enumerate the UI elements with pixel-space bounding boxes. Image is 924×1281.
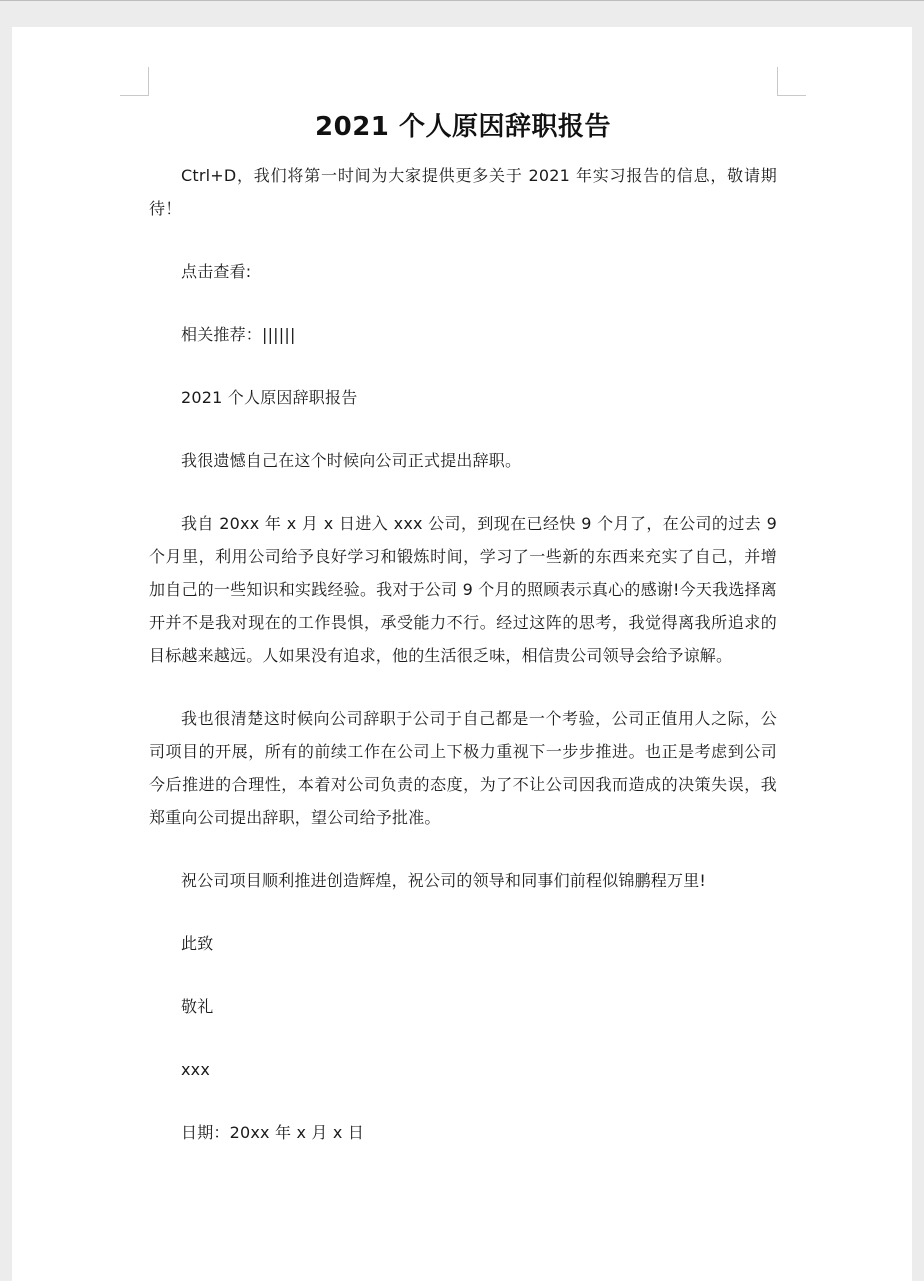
document-title: 2021 个人原因辞职报告 <box>315 112 611 142</box>
salutation-text: 敬礼 <box>181 997 214 1016</box>
related-recommendations: 相关推荐：|||||| <box>181 325 296 344</box>
date-line: 日期：20xx 年 x 月 x 日 <box>181 1123 365 1142</box>
signer-name: xxx <box>181 1060 211 1079</box>
paragraph-3: 我也很清楚这时候向公司辞职于公司于自己都是一个考验，公司正值用人之际，公司项目的开展，所有的前续工作在公司上下极力重视下一步步推进。也正是考虑到公司今后推进的合理性，本着对公司负责的态度，为了不让公司因我而造成的决策失误，我郑重向公司提出辞职，望公司给予批准。 <box>149 709 777 827</box>
document-body <box>149 107 777 1149</box>
paragraph-1: 我很遗憾自己在这个时候向公司正式提出辞职。 <box>181 451 522 470</box>
document-page <box>12 27 912 1281</box>
intro-paragraph: Ctrl+D，我们将第一时间为大家提供更多关于 2021 年实习报告的信息，敬请期待！ <box>149 166 777 218</box>
crop-mark-top-left <box>120 67 149 96</box>
paragraph-2: 我自 20xx 年 x 月 x 日进入 xxx 公司，到现在已经快 9 个月了，在公司的过去 9 个月里，利用公司给予良好学习和锻炼时间，学习了一些新的东西来充实了自己，并增加自己的一些知识和实践经验。我对于公司 9 个月的照顾表示真心的感谢!今天我选择离开并不是我对现在的工作畏惧，承受能力不行。经过这阵的思考，我觉得离我所追求的目标越来越远。人如果没有追求，他的生活很乏味，相信贵公司领导会给予谅解。 <box>149 514 777 665</box>
click-view-text: 点击查看: <box>181 262 252 281</box>
document-subtitle: 2021 个人原因辞职报告 <box>181 388 358 407</box>
paragraph-4: 祝公司项目顺利推进创造辉煌，祝公司的领导和同事们前程似锦鹏程万里! <box>181 871 707 890</box>
closing-text: 此致 <box>181 934 214 953</box>
crop-mark-top-right <box>777 67 806 96</box>
